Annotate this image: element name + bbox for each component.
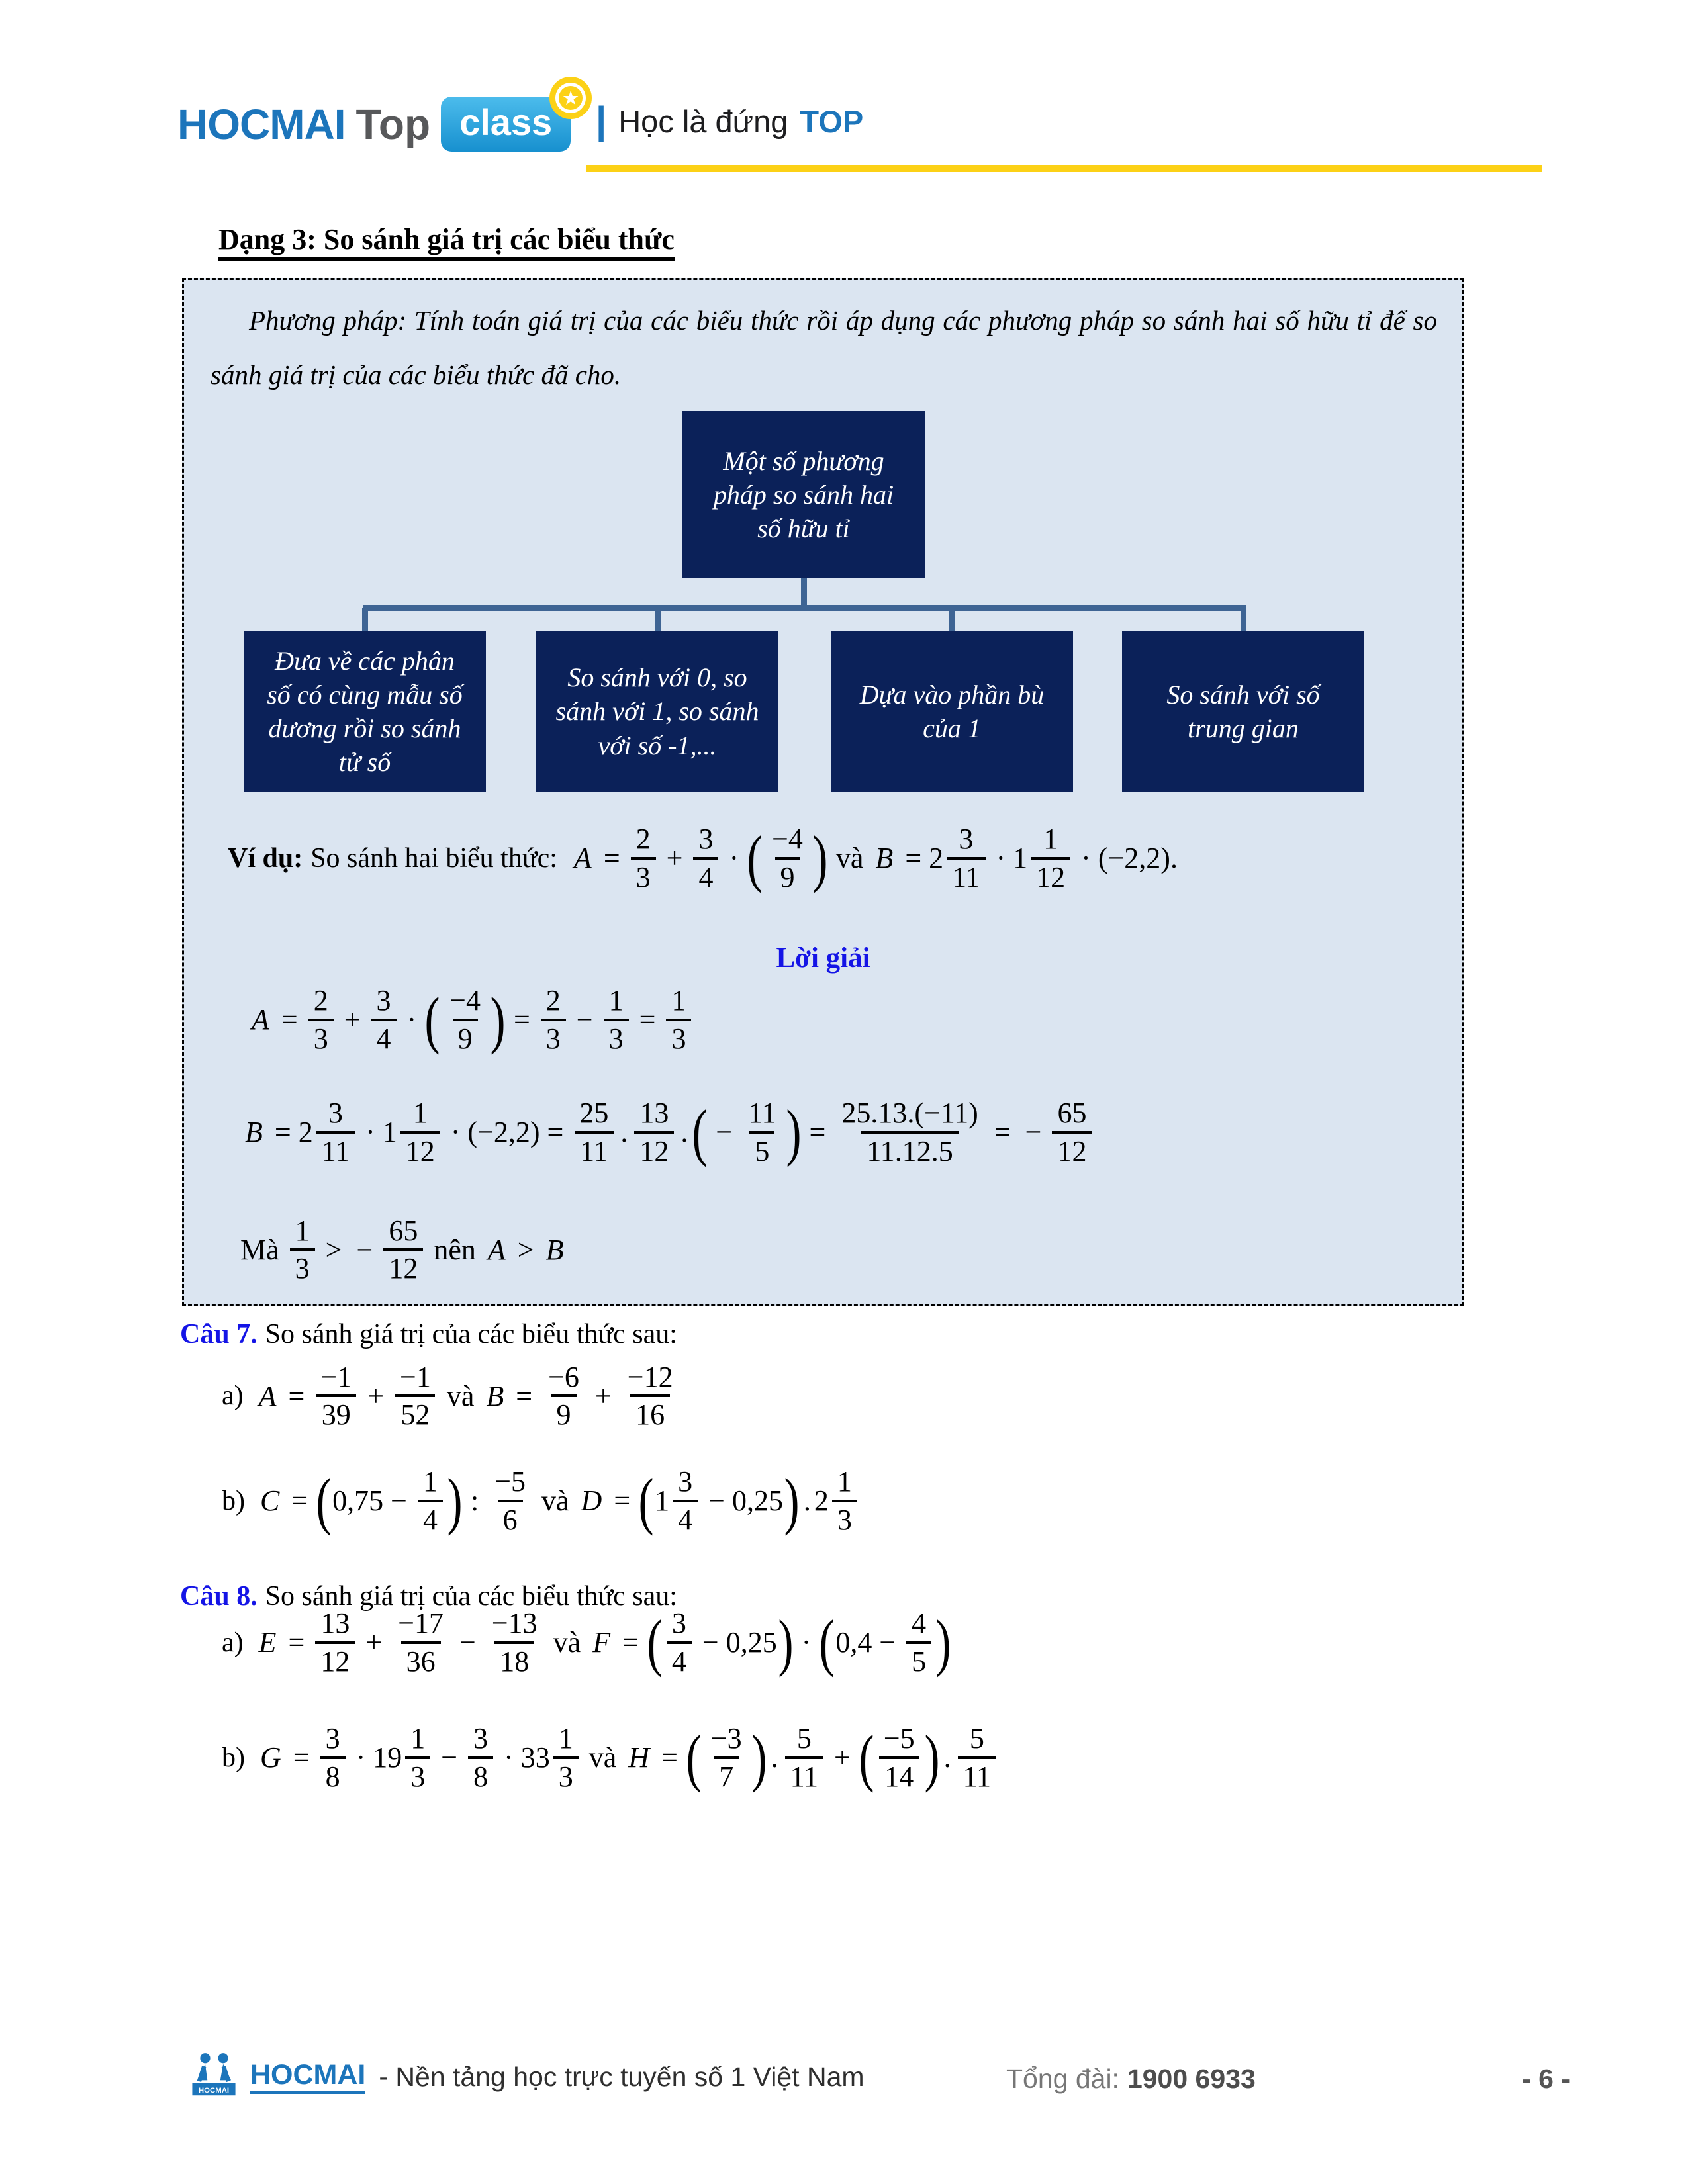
- question-8b: [222, 1721, 1000, 1794]
- math-text: 1: [1013, 842, 1028, 874]
- math-fraction: $\frac{5}{11}$: [958, 1722, 996, 1793]
- brand-top-text: Top: [355, 100, 431, 148]
- math-operator: =: [291, 1484, 308, 1517]
- star-icon: ★: [559, 86, 583, 110]
- math-variable: A: [258, 1379, 277, 1412]
- math-fraction: $\frac{3}{8}$: [320, 1722, 346, 1793]
- flowchart-root-node: Một số phương pháp so sánh hai số hữu tỉ: [682, 411, 925, 578]
- flowchart-connector: [362, 608, 368, 634]
- math-fraction: $\frac{-17}{36}$: [398, 1607, 444, 1678]
- question-7-heading: [180, 1318, 677, 1350]
- math-operator: +: [594, 1379, 612, 1412]
- question-8-label: Câu 8.: [180, 1581, 258, 1612]
- part-label: a): [222, 1627, 244, 1658]
- math-operator: >: [517, 1233, 534, 1266]
- solution-line-a: [247, 983, 694, 1056]
- math-operator: ·: [801, 1626, 812, 1659]
- question-7b: [222, 1464, 861, 1537]
- math-operator: ·: [996, 842, 1006, 874]
- math-operator: ·: [450, 1116, 461, 1148]
- method-paragraph: Phương pháp: Tính toán giá trị của các biểu thức rồi áp dụng các phương pháp so sánh hai số hữu tỉ để so sánh giá trị của các biểu thức đã cho.: [211, 305, 1437, 390]
- math-fraction: $\frac{25}{11}$: [574, 1097, 614, 1167]
- math-fraction: $\frac{2}{3}$: [541, 984, 566, 1055]
- math-operator: =: [274, 1116, 291, 1148]
- question-8-text: So sánh giá trị của các biểu thức sau:: [265, 1581, 677, 1612]
- footer-hotline: [1006, 2064, 1256, 2095]
- question-8a: [222, 1606, 952, 1679]
- hotline-label: Tổng đài:: [1006, 2064, 1119, 2094]
- math-text: và: [581, 1741, 624, 1774]
- math-paren: ): [784, 1465, 800, 1536]
- question-8a-math: [254, 1606, 952, 1679]
- math-operator: +: [365, 1626, 383, 1659]
- math-operator: +: [666, 842, 683, 874]
- math-operator: =: [513, 1003, 530, 1036]
- flowchart-connector: [363, 605, 1246, 611]
- math-fraction: $\frac{4}{5}$: [906, 1607, 931, 1678]
- math-fraction: $\frac{1}{12}$: [400, 1097, 440, 1167]
- math-paren: ): [924, 1722, 940, 1793]
- flowchart-connector: [949, 608, 955, 634]
- math-fraction: $\frac{11}{5}$: [748, 1097, 776, 1167]
- math-operator: ·: [729, 842, 739, 874]
- math-fraction: $\frac{2}{3}$: [308, 984, 334, 1055]
- math-operator: ·: [355, 1741, 366, 1774]
- math-text: nên: [426, 1233, 483, 1266]
- math-paren: ): [812, 823, 828, 893]
- math-text: và: [534, 1484, 577, 1517]
- math-paren: (: [638, 1465, 654, 1536]
- math-paren: ): [935, 1607, 951, 1678]
- question-7a-math: [254, 1361, 682, 1432]
- math-variable: A: [487, 1233, 506, 1266]
- math-text: 2: [929, 842, 944, 874]
- header-logo: [177, 88, 579, 152]
- math-operator: ·: [504, 1741, 514, 1774]
- question-7-label: Câu 7.: [180, 1319, 258, 1349]
- math-operator: :: [470, 1484, 479, 1517]
- math-fraction: $\frac{25.13.(-11)}{11.12.5}$: [841, 1097, 978, 1167]
- math-fraction: $\frac{1}{12}$: [1031, 823, 1070, 893]
- math-text: và: [545, 1626, 588, 1659]
- math-variable: E: [258, 1626, 277, 1659]
- math-fraction: $\frac{3}{11}$: [316, 1097, 355, 1167]
- math-text: 1: [655, 1484, 670, 1517]
- math-text: 33: [520, 1741, 550, 1774]
- math-fraction: $\frac{2}{3}$: [631, 823, 656, 893]
- math-operator: .: [943, 1741, 951, 1774]
- math-variable: B: [875, 842, 894, 874]
- hocmai-logo-icon: [191, 2052, 237, 2102]
- math-operator: ·: [365, 1116, 375, 1148]
- math-fraction: $\frac{65}{12}$: [383, 1214, 423, 1285]
- math-operator: −: [441, 1741, 458, 1774]
- math-fraction: $\frac{-4}{9}$: [449, 984, 481, 1055]
- math-text: 0,25: [731, 1484, 783, 1517]
- math-fraction: $\frac{13}{12}$: [315, 1607, 355, 1678]
- brand-class-box: [441, 88, 579, 152]
- question-7b-math: [256, 1464, 861, 1537]
- math-variable: B: [545, 1233, 564, 1266]
- math-operator: −: [576, 1003, 593, 1036]
- math-paren: (: [424, 984, 440, 1055]
- tagline-text: Học là đứng: [618, 104, 788, 139]
- math-fraction: $\frac{3}{4}$: [667, 1607, 692, 1678]
- tagline-top-text: TOP: [800, 104, 864, 139]
- math-operator: −: [1025, 1116, 1042, 1148]
- math-fraction: $\frac{-1}{52}$: [395, 1361, 436, 1432]
- math-paren: ): [778, 1607, 794, 1678]
- page-title: Dạng 3: So sánh giá trị các biểu thức: [218, 222, 675, 261]
- brand-hocmai-text: HOCMAI: [177, 100, 346, 148]
- header-tagline: [596, 99, 864, 143]
- math-fraction: $\frac{-3}{7}$: [710, 1722, 742, 1793]
- math-text: và: [828, 842, 871, 874]
- math-operator: .: [803, 1484, 811, 1517]
- math-operator: .: [620, 1116, 628, 1148]
- math-operator: +: [834, 1741, 851, 1774]
- math-fraction: $\frac{3}{4}$: [673, 1465, 698, 1536]
- solution-line-conclusion: [240, 1214, 568, 1285]
- footer-brand-block: [191, 2052, 865, 2102]
- flowchart-connector: [801, 578, 807, 608]
- flowchart-connector: [655, 608, 661, 634]
- flowchart-node-intermediate: So sánh với số trung gian: [1122, 631, 1364, 792]
- math-operator: =: [994, 1116, 1011, 1148]
- math-variable: G: [260, 1741, 281, 1774]
- math-operator: ·: [1081, 842, 1091, 874]
- flowchart-connector: [1241, 608, 1246, 634]
- flowchart-node-common-denominator: Đưa về các phân số có cùng mẫu số dương rồi so sánh tử số: [244, 631, 486, 792]
- math-variable: A: [252, 1003, 269, 1036]
- math-fraction: $\frac{3}{4}$: [693, 823, 718, 893]
- hotline-number: 1900 6933: [1127, 2064, 1256, 2094]
- star-badge-icon: [549, 77, 592, 119]
- math-paren: ): [786, 1097, 802, 1167]
- math-text: 2: [298, 1116, 313, 1148]
- math-fraction: $\frac{-6}{9}$: [548, 1361, 579, 1432]
- math-paren: ): [751, 1722, 767, 1793]
- math-operator: =: [661, 1741, 678, 1774]
- math-variable: A: [573, 842, 592, 874]
- math-text: Mà: [240, 1233, 287, 1266]
- math-variable: B: [245, 1116, 263, 1148]
- math-text: 0,25: [726, 1626, 777, 1659]
- math-paren: (: [859, 1722, 874, 1793]
- flowchart-node-complement: Dựa vào phần bù của 1: [831, 631, 1073, 792]
- math-fraction: $\frac{3}{11}$: [947, 823, 985, 893]
- math-fraction: $\frac{65}{12}$: [1052, 1097, 1092, 1167]
- math-fraction: $\frac{1}{3}$: [832, 1465, 857, 1536]
- math-operator: −: [356, 1233, 373, 1266]
- math-operator: +: [344, 1003, 361, 1036]
- flowchart-node-compare-0-1: So sánh với 0, so sánh với 1, so sánh với số -1,...: [536, 631, 778, 792]
- math-operator: +: [367, 1379, 385, 1412]
- math-variable: D: [581, 1484, 602, 1517]
- math-text: 0,75: [332, 1484, 384, 1517]
- math-variable: H: [628, 1741, 650, 1774]
- math-operator: =: [281, 1003, 298, 1036]
- math-text: và: [439, 1379, 482, 1412]
- header-yellow-rule: [586, 165, 1542, 172]
- math-operator: =: [905, 842, 922, 874]
- math-fraction: $\frac{1}{4}$: [418, 1465, 443, 1536]
- part-label: b): [222, 1742, 245, 1773]
- math-operator: =: [547, 1116, 564, 1148]
- math-paren: ): [490, 984, 506, 1055]
- math-paren: (: [686, 1722, 702, 1793]
- solution-line-b: [240, 1095, 1095, 1169]
- brand-class-text: class: [459, 101, 553, 143]
- math-fraction: $\frac{1}{3}$: [553, 1722, 579, 1793]
- math-operator: =: [622, 1626, 639, 1659]
- tagline-separator: |: [596, 99, 607, 143]
- math-fraction: $\frac{3}{8}$: [468, 1722, 493, 1793]
- math-fraction: $\frac{5}{11}$: [785, 1722, 823, 1793]
- math-text: 0,4: [835, 1626, 872, 1659]
- math-operator: =: [639, 1003, 656, 1036]
- math-fraction: $\frac{13}{12}$: [634, 1097, 674, 1167]
- math-fraction: $\frac{1}{3}$: [290, 1214, 315, 1285]
- math-fraction: $\frac{1}{3}$: [666, 984, 691, 1055]
- math-variable: F: [592, 1626, 611, 1659]
- math-operator: >: [325, 1233, 342, 1266]
- math-operator: =: [288, 1379, 305, 1412]
- math-text: (−2,2).: [1098, 842, 1178, 874]
- math-fraction: $\frac{-1}{39}$: [315, 1361, 357, 1432]
- math-operator: .: [771, 1741, 778, 1774]
- math-fraction: $\frac{1}{3}$: [405, 1722, 430, 1793]
- math-fraction: $\frac{3}{4}$: [371, 984, 397, 1055]
- math-text: 19: [373, 1741, 402, 1774]
- math-operator: =: [809, 1116, 826, 1148]
- math-paren: (: [819, 1607, 835, 1678]
- math-fraction: $\frac{-5}{14}$: [878, 1722, 920, 1793]
- math-fraction: $\frac{-5}{6}$: [494, 1465, 526, 1536]
- part-label: a): [222, 1381, 244, 1412]
- math-operator: =: [603, 842, 620, 874]
- solution-heading: Lời giải: [776, 942, 870, 974]
- math-operator: −: [716, 1116, 733, 1148]
- math-operator: ·: [406, 1003, 417, 1036]
- math-operator: −: [459, 1626, 476, 1659]
- svg-text:HOCMAI: HOCMAI: [198, 2086, 230, 2095]
- math-operator: −: [879, 1626, 896, 1659]
- math-operator: −: [702, 1626, 719, 1659]
- example-text: So sánh hai biểu thức:: [310, 842, 557, 874]
- footer-tagline: - Nền tảng học trực tuyến số 1 Việt Nam: [379, 2061, 865, 2092]
- math-operator: −: [391, 1484, 407, 1517]
- math-operator: =: [288, 1626, 305, 1659]
- footer-brand-text: HOCMAI: [250, 2060, 365, 2093]
- question-8b-math: [256, 1721, 1000, 1794]
- math-paren: ): [447, 1465, 463, 1536]
- math-operator: −: [708, 1484, 725, 1517]
- math-variable: C: [260, 1484, 280, 1517]
- math-operator: .: [680, 1116, 688, 1148]
- math-fraction: $\frac{-13}{18}$: [491, 1607, 538, 1678]
- method-box: [182, 278, 1464, 1306]
- math-variable: B: [486, 1379, 504, 1412]
- part-label: b): [222, 1485, 245, 1516]
- math-paren: (: [647, 1607, 663, 1678]
- math-operator: =: [516, 1379, 533, 1412]
- math-fraction: $\frac{-4}{9}$: [772, 823, 803, 893]
- question-7a: [222, 1361, 682, 1432]
- page-number: - 6 -: [1522, 2064, 1570, 2094]
- example-line: [228, 821, 1178, 895]
- question-7-text: So sánh giá trị của các biểu thức sau:: [265, 1319, 677, 1349]
- math-fraction: $\frac{-12}{16}$: [627, 1361, 673, 1432]
- math-operator: =: [293, 1741, 310, 1774]
- example-label: Ví dụ:: [228, 842, 303, 874]
- example-math: [569, 821, 1178, 895]
- math-text: (−2,2): [467, 1116, 540, 1148]
- math-paren: (: [747, 823, 763, 893]
- math-text: 2: [814, 1484, 829, 1517]
- math-operator: =: [614, 1484, 631, 1517]
- math-paren: (: [316, 1465, 332, 1536]
- math-fraction: $\frac{1}{3}$: [604, 984, 629, 1055]
- math-text: 1: [382, 1116, 397, 1148]
- math-paren: (: [692, 1097, 708, 1167]
